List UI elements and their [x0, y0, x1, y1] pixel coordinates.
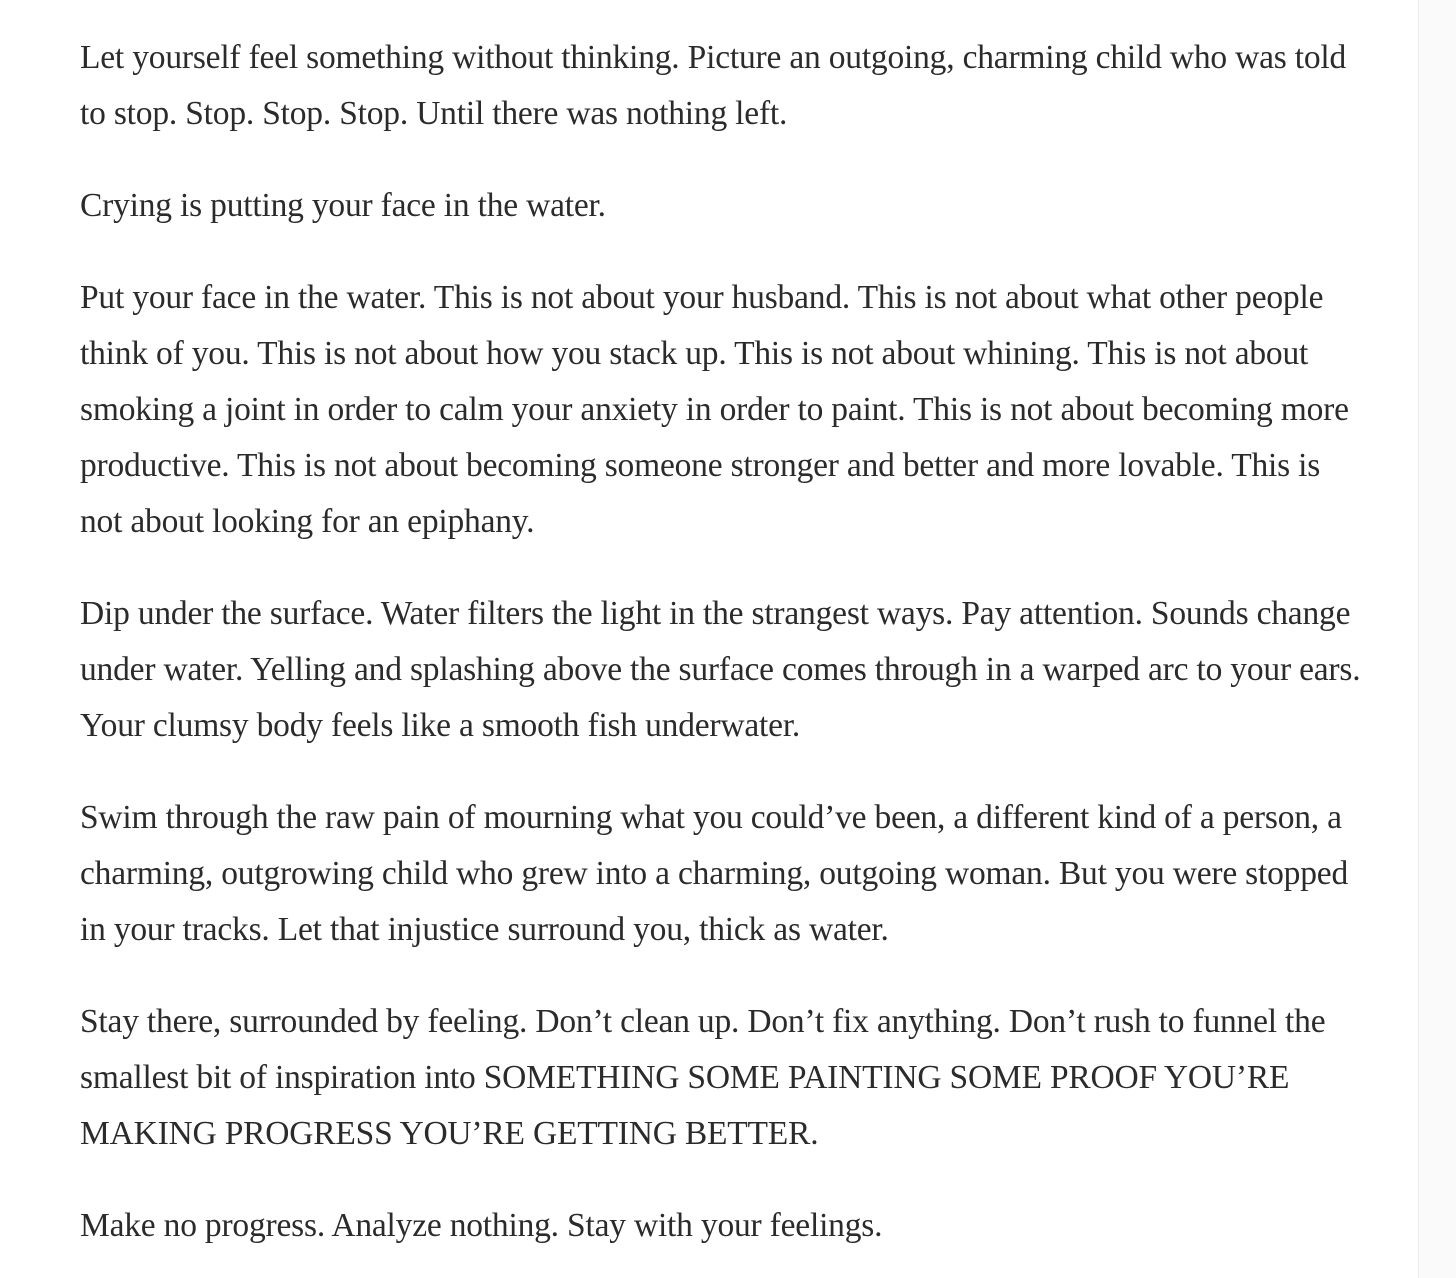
paragraph-3: Put your face in the water. This is not about your husband. This is not about what other people think of you. This is not about how you stack up. This is not about whining. This is not about smoking a joint in order to calm your anxiety in order to paint. This is not about becoming more productive. This is not about becoming someone stronger and better and more lovable. This is not about looking for an epiphany.	[80, 279, 1349, 540]
paragraph-5: Swim through the raw pain of mourning what you could’ve been, a different kind of a person, a charming, outgrowing child who grew into a charming, outgoing woman. But you were stopped in your tracks. Let that injustice surround you, thick as water.	[80, 799, 1348, 948]
paragraph-6: Stay there, surrounded by feeling. Don’t clean up. Don’t fix anything. Don’t rush to funnel the smallest bit of inspiration into SOMETHING SOME PAINTING SOME PROOF YOU’RE MAKING PROGRESS YOU’RE GETTING BETTER.	[80, 1003, 1326, 1152]
article-body	[80, 30, 1370, 1254]
paragraph-7: Make no progress. Analyze nothing. Stay with your feelings.	[80, 1207, 883, 1244]
scrollbar-gutter[interactable]	[1418, 0, 1456, 1278]
paragraph-4: Dip under the surface. Water filters the light in the strangest ways. Pay attention. Sounds change under water. Yelling and splashing above the surface comes through in a warped arc to your ears. Your clumsy body feels like a smooth fish underwater.	[80, 595, 1361, 744]
paragraph-1: Let yourself feel something without thinking. Picture an outgoing, charming child who was told to stop. Stop. Stop. Stop. Until there was nothing left.	[80, 39, 1347, 132]
paragraph-2: Crying is putting your face in the water.	[80, 187, 606, 224]
